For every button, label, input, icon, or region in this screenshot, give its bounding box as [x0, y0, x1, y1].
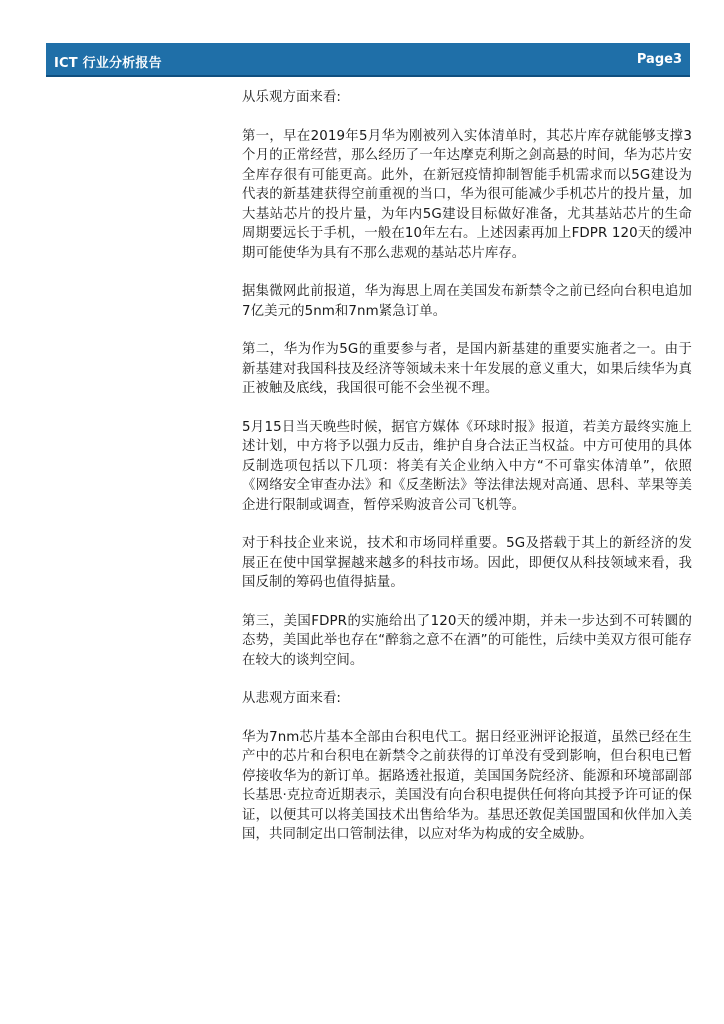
paragraph-jiwei-report: 据集微网此前报道，华为海思上周在美国发布新禁令之前已经向台积电追加7亿美元的5nm和7nm紧急订单。 — [242, 284, 692, 319]
section-heading-pessimistic: 从悲观方面来看: — [242, 691, 342, 706]
paragraph-first-point: 第一，早在2019年5月华为刚被列入实体清单时，其芯片库存就能够支撑3个月的正常经营，那么经历了一年达摩克利斯之剑高悬的时间，华为芯片安全库存很有可能更高。此外，在新冠疫情抑制智能手机需求而以5G建设为代表的新基建获得空前重视的当口，华为很可能减少手机芯片的投片量，加大基站芯片的投片量，为年内5G建设目标做好准备，尤其基站芯片的生命周期要远长于手机，一般在10年左右。上述因素再加上FDPR 120天的缓冲期可能使华为具有不那么悲观的基站芯片库存。 — [242, 128, 692, 261]
paragraph-global-times: 5月15日当天晚些时候，据官方媒体《环球时报》报道，若美方最终实施上述计划，中方将予以强力反击，维护自身合法正当权益。中方可使用的具体反制选项包括以下几项：将美有关企业纳入中方“不可靠实体清单”，依照《网络安全审查办法》和《反垄断法》等法律法规对高通、思科、苹果等美企进行限制或调查，暂停采购波音公司飞机等。 — [242, 419, 692, 513]
section-heading-optimistic: 从乐观方面来看: — [242, 90, 342, 105]
article-body — [242, 88, 692, 845]
report-header-bar — [46, 43, 690, 77]
paragraph-tsmc: 华为7nm芯片基本全部由台积电代工。据日经亚洲评论报道，虽然已经在生产中的芯片和台积电在新禁令之前获得的订单没有受到影响，但台积电已暂停接收华为的新订单。据路透社报道，美国国务院经济、能源和环境部副部长基思·克拉奇近期表示，美国没有向台积电提供任何将向其授予许可证的保证，以便其可以将美国技术出售给华为。基思还敦促美国盟国和伙伴加入美国，共同制定出口管制法律，以应对华为构成的安全威胁。 — [242, 729, 692, 842]
page-number: Page3 — [636, 52, 682, 67]
report-title: ICT 行业分析报告 — [54, 56, 162, 71]
paragraph-tech-market: 对于科技企业来说，技术和市场同样重要。5G及搭载于其上的新经济的发展正在使中国掌握越来越多的科技市场。因此，即便仅从科技领域来看，我国反制的筹码也值得掂量。 — [242, 536, 692, 590]
paragraph-second-point: 第二，华为作为5G的重要参与者，是国内新基建的重要实施者之一。由于新基建对我国科技及经济等领域未来十年发展的意义重大，如果后续华为真正被触及底线，我国很可能不会坐视不理。 — [242, 342, 692, 396]
paragraph-third-point: 第三，美国FDPR的实施给出了120天的缓冲期，并未一步达到不可转圜的态势，美国此举也存在“醉翁之意不在酒”的可能性，后续中美双方很可能存在较大的谈判空间。 — [242, 613, 692, 668]
